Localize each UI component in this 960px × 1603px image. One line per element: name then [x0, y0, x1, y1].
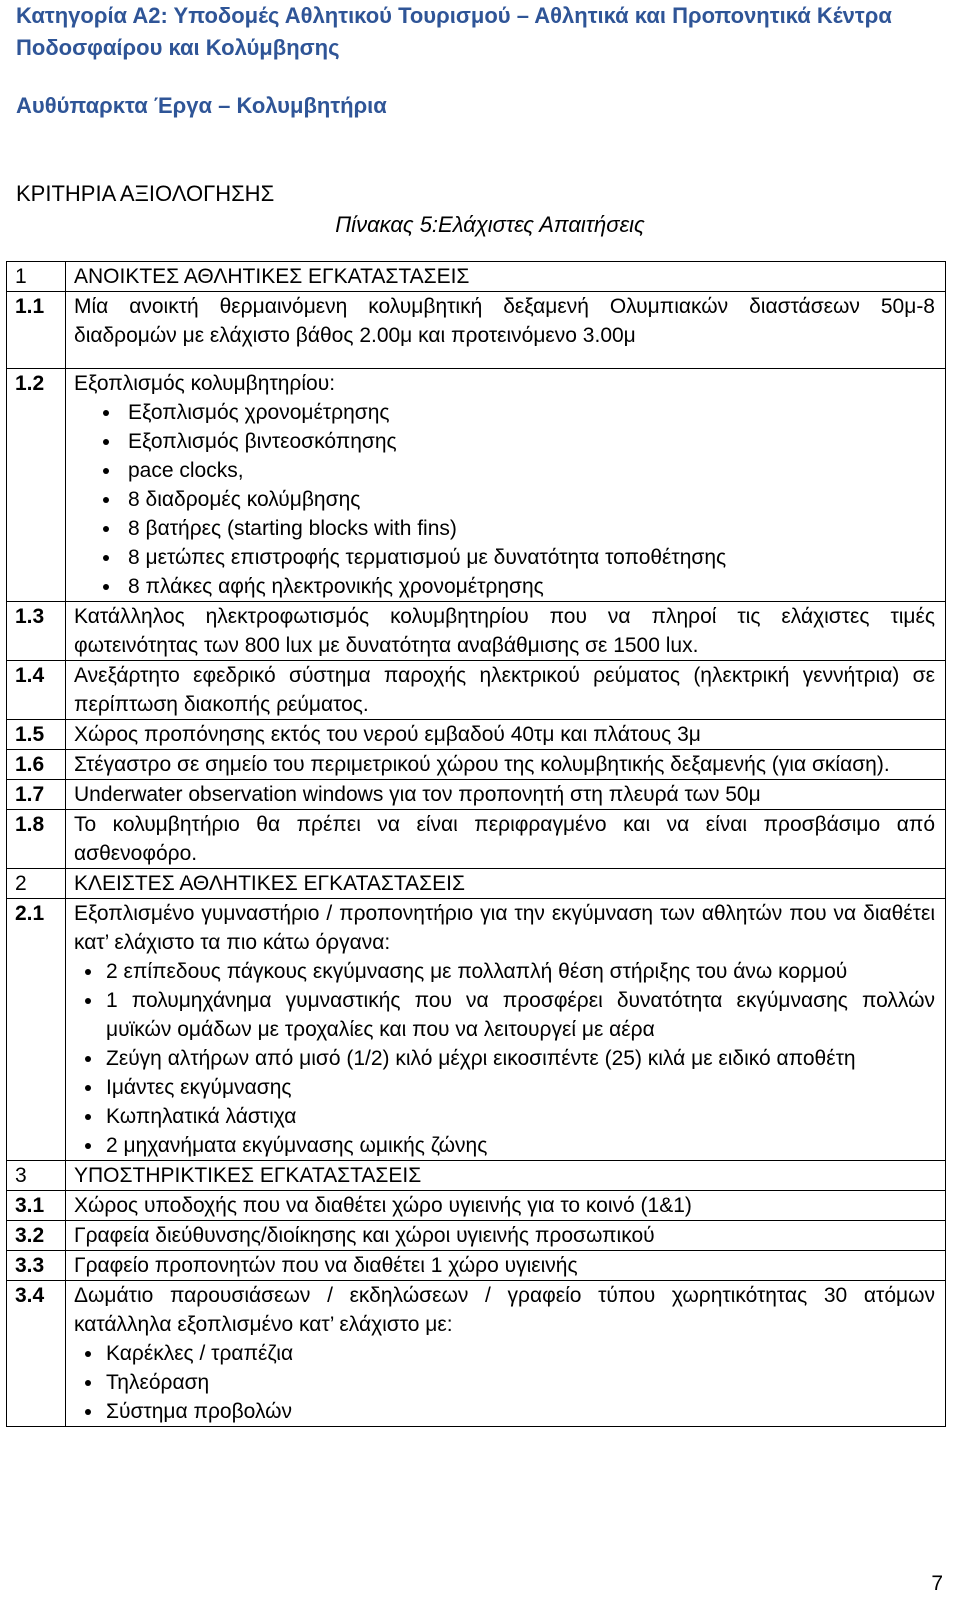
list-item: • Εξοπλισμός χρονομέτρησης [122, 398, 935, 427]
equipment-list [74, 398, 935, 601]
table-row [7, 369, 946, 602]
list-item: • 1 πολυμηχάνημα γυμναστικής που να προσφέρει δυνατότητα εκγύμνασης πολλών μυϊκών ομάδων με τροχαλίες και που να λειτουργεί με αέρα [104, 986, 935, 1044]
table-row [7, 292, 946, 369]
row-text [66, 292, 946, 369]
table-caption: Πίνακας 5:Ελάχιστες Απαιτήσεις [335, 212, 645, 237]
row-text: Underwater observation windows για τον προπονητή στη πλευρά των 50μ [66, 780, 946, 810]
room-equipment-list [74, 1339, 935, 1426]
row-description: Εξοπλισμός κολυμβητηρίου: [74, 372, 336, 395]
row-number: 1.7 [7, 780, 66, 810]
row-text [66, 369, 946, 602]
row-number: 1.2 [7, 369, 66, 602]
list-item: • 8 πλάκες αφής ηλεκτρονικής χρονομέτρησης [122, 572, 935, 601]
row-number: 2 [7, 869, 66, 899]
list-item: • Κωπηλατικά λάστιχα [104, 1102, 935, 1131]
row-number: 3 [7, 1161, 66, 1191]
list-item: • 8 βατήρες (starting blocks with fins) [122, 514, 935, 543]
document-title: Κατηγορία Α2: Υποδομές Αθλητικού Τουρισμού – Αθλητικά και Προπονητικά Κέντρα Ποδοσφαίρου και Κολύμβησης [16, 3, 892, 60]
row-number: 1.6 [7, 750, 66, 780]
row-text [66, 1281, 946, 1427]
row-text [66, 899, 946, 1161]
list-item: • Σύστημα προβολών [104, 1397, 935, 1426]
table-row [7, 750, 946, 780]
document-subtitle: Αυθύπαρκτα Έργα – Κολυμβητήρια [16, 93, 387, 118]
row-number: 1.1 [7, 292, 66, 369]
row-text: Γραφείο προπονητών που να διαθέτει 1 χώρο υγιεινής [66, 1251, 946, 1281]
row-number: 3.3 [7, 1251, 66, 1281]
gym-equipment-list [74, 957, 935, 1160]
row-number: 1.5 [7, 720, 66, 750]
row-text: Το κολυμβητήριο θα πρέπει να είναι περιφραγμένο και να είναι προσβάσιμο από ασθενοφόρο. [66, 810, 946, 869]
list-item: • 8 μετώπες επιστροφής τερματισμού με δυνατότητα τοποθέτησης [122, 543, 935, 572]
table-row [7, 1251, 946, 1281]
table-row [7, 1191, 946, 1221]
row-text: Κατάλληλος ηλεκτροφωτισμός κολυμβητηρίου που να πληροί τις ελάχιστες τιμές φωτεινότητας των 800 lux με δυνατότητα αναβάθμισης σε 1500 lux. [66, 602, 946, 661]
list-item: • pace clocks, [122, 456, 935, 485]
row-text: Στέγαστρο σε σημείο του περιμετρικού χώρου της κολυμβητικής δεξαμενής (για σκίαση). [66, 750, 946, 780]
row-number: 3.2 [7, 1221, 66, 1251]
row-number: 1.8 [7, 810, 66, 869]
table-row [7, 780, 946, 810]
section-row [7, 869, 946, 899]
list-item: • Καρέκλες / τραπέζια [104, 1339, 935, 1368]
row-description: Μία ανοικτή θερμαινόμενη κολυμβητική δεξαμενή Ολυμπιακών διαστάσεων 50μ-8 διαδρομών με ελάχιστο βάθος 2.00μ και προτεινόμενο 3.00μ [74, 295, 935, 347]
row-number: 1.4 [7, 661, 66, 720]
table-row [7, 810, 946, 869]
list-item: • 2 επίπεδους πάγκους εκγύμνασης με πολλαπλή θέση στήριξης του άνω κορμού [104, 957, 935, 986]
list-item: • 8 διαδρομές κολύμβησης [122, 485, 935, 514]
row-text: Γραφεία διεύθυνσης/διοίκησης και χώροι υγιεινής προσωπικού [66, 1221, 946, 1251]
row-number: 1.3 [7, 602, 66, 661]
row-description: Εξοπλισμένο γυμναστήριο / προπονητήριο για την εκγύμναση των αθλητών που να διαθέτει κατ’ ελάχιστο τα πιο κάτω όργανα: [74, 902, 935, 954]
table-row [7, 1221, 946, 1251]
list-item: • Ιμάντες εκγύμνασης [104, 1073, 935, 1102]
row-number: 2.1 [7, 899, 66, 1161]
list-item: • Ζεύγη αλτήρων από μισό (1/2) κιλό μέχρι εικοσιπέντε (25) κιλά με ειδικό αποθέτη [104, 1044, 935, 1073]
list-item: • Εξοπλισμός βιντεοσκόπησης [122, 427, 935, 456]
list-item: • 2 μηχανήματα εκγύμνασης ωμικής ζώνης [104, 1131, 935, 1160]
spacer [74, 350, 935, 368]
section-row [7, 262, 946, 292]
section-title: ΑΝΟΙΚΤΕΣ ΑΘΛΗΤΙΚΕΣ ΕΓΚΑΤΑΣΤΑΣΕΙΣ [66, 262, 946, 292]
table-row [7, 720, 946, 750]
requirements-table [6, 261, 946, 1427]
table-row [7, 661, 946, 720]
section-title: ΥΠΟΣΤΗΡΙΚΤΙΚΕΣ ΕΓΚΑΤΑΣΤΑΣΕΙΣ [66, 1161, 946, 1191]
page-number: 7 [931, 1572, 943, 1595]
row-text: Ανεξάρτητο εφεδρικό σύστημα παροχής ηλεκτρικού ρεύματος (ηλεκτρική γεννήτρια) σε περίπτωση διακοπής ρεύματος. [66, 661, 946, 720]
row-text: Χώρος προπόνησης εκτός του νερού εμβαδού 40τμ και πλάτους 3μ [66, 720, 946, 750]
row-text: Χώρος υποδοχής που να διαθέτει χώρο υγιεινής για το κοινό (1&1) [66, 1191, 946, 1221]
table-row [7, 1281, 946, 1427]
section-row [7, 1161, 946, 1191]
section-title: ΚΛΕΙΣΤΕΣ ΑΘΛΗΤΙΚΕΣ ΕΓΚΑΤΑΣΤΑΣΕΙΣ [66, 869, 946, 899]
table-row [7, 899, 946, 1161]
row-number: 1 [7, 262, 66, 292]
row-description: Δωμάτιο παρουσιάσεων / εκδηλώσεων / γραφείο τύπου χωρητικότητας 30 ατόμων κατάλληλα εξοπλισμένο κατ’ ελάχιστο με: [74, 1284, 935, 1336]
row-number: 3.4 [7, 1281, 66, 1427]
row-number: 3.1 [7, 1191, 66, 1221]
list-item: • Τηλεόραση [104, 1368, 935, 1397]
criteria-heading: ΚΡΙΤΗΡΙΑ ΑΞΙΟΛΟΓΗΣΗΣ [16, 181, 275, 206]
table-row [7, 602, 946, 661]
